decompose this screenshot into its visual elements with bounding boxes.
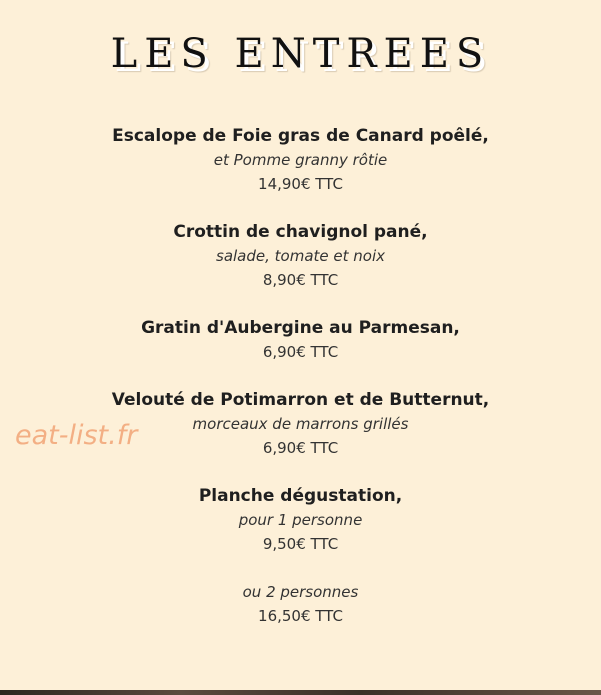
dish-price: 6,90€ TTC	[262, 343, 339, 361]
dish-item	[0, 580, 601, 628]
dish-name: Planche dégustation,	[198, 486, 403, 506]
watermark: eat-list.fr	[15, 420, 138, 451]
dish-description: pour 1 personne	[238, 511, 363, 529]
dish-item	[0, 220, 601, 292]
dish-name: Velouté de Potimarron et de Butternut,	[111, 390, 490, 410]
dish-name: Crottin de chavignol pané,	[173, 222, 428, 242]
dish-price: 16,50€ TTC	[258, 607, 343, 625]
page-title	[0, 30, 601, 78]
dish-description: et Pomme granny rôtie	[213, 151, 388, 169]
dish-item	[0, 484, 601, 556]
dish-description: ou 2 personnes	[242, 583, 359, 601]
dish-price: 14,90€ TTC	[258, 175, 343, 193]
dish-price: 8,90€ TTC	[262, 271, 339, 289]
dish-name: Escalope de Foie gras de Canard poêlé,	[112, 126, 489, 146]
bottom-image-edge	[0, 690, 601, 695]
dish-item	[0, 316, 601, 364]
dish-description: salade, tomate et noix	[216, 247, 385, 265]
page-title-text: LES ENTREES	[110, 31, 491, 77]
dish-description: morceaux de marrons grillés	[192, 415, 409, 433]
dish-name: Gratin d'Aubergine au Parmesan,	[141, 318, 460, 338]
dish-price: 6,90€ TTC	[262, 439, 339, 457]
dish-item	[0, 124, 601, 196]
dish-price: 9,50€ TTC	[262, 535, 339, 553]
